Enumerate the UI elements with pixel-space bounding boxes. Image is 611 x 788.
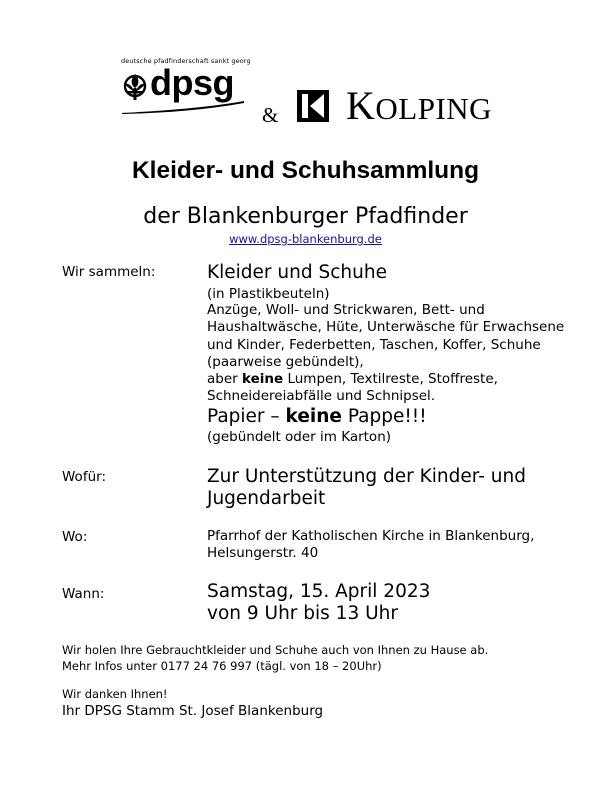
dpsg-swoosh [120,100,245,114]
paper-rest: Pappe!!! [341,406,427,427]
kolping-first-letter: K [346,83,376,128]
kolping-k-icon [297,90,329,122]
collect-note: (in Plastikbeuteln) [207,286,330,302]
footer-thanks: Wir danken Ihnen! [62,687,168,701]
collect-items-text: Anzüge, Woll- und Strickwaren, Bett- und Haushaltwäsche, Hüte, Unterwäsche für Erwachsene und Kinder, Federbetten, Taschen, Koffer, Schuhe (paarweise gebündelt), [207,302,565,370]
location-text: Pfarrhof der Katholischen Kirche in Blankenburg, Helsungerstr. 40 [207,528,535,562]
dpsg-logo-text: dpsg [150,62,234,103]
footer-info [62,642,582,674]
kolping-rest-letters: OLPING [375,91,493,126]
paper-prefix: Papier – [207,406,286,427]
collect-except-keyword: keine [242,371,284,388]
paper-line [207,406,427,428]
paper-note: (gebündelt oder im Karton) [207,429,392,445]
time-date: Samstag, 15. April 2023 [207,581,431,602]
website-link[interactable]: www.dpsg-blankenburg.de [229,232,382,246]
collect-heading: Kleider und Schuhe [207,262,387,283]
page-subtitle: der Blankenburger Pfadfinder [143,204,468,229]
collect-label: Wir sammeln: [62,264,156,280]
footer-pickup: Wir holen Ihre Gebrauchtkleider und Schuhe auch von Ihnen zu Hause ab. [62,643,489,657]
collect-except-rest: Lumpen, Textilreste, Stoffreste, Schneidereiabfälle und Schnipsel. [207,371,498,405]
time-block [207,581,577,625]
footer-contact: Mehr Infos unter 0177 24 76 997 (tägl. von 18 – 20Uhr) [62,659,382,673]
purpose-text: Zur Unterstützung der Kinder- und Jugendarbeit [207,466,526,509]
ampersand: & [262,103,279,127]
time-hours: von 9 Uhr bis 13 Uhr [207,603,398,624]
kolping-logo-text [346,83,493,129]
purpose-label: Wofür: [62,469,106,485]
collect-except-prefix: aber [207,371,242,388]
page-title: Kleider- und Schuhsammlung [131,157,480,184]
collect-items [207,302,567,406]
dpsg-tagline: deutsche pfadfinderschaft sankt georg [121,57,251,65]
time-label: Wann: [62,586,105,602]
paper-keyword: keine [285,406,342,427]
footer-signature: Ihr DPSG Stamm St. Josef Blankenburg [62,703,324,719]
location-label: Wo: [62,529,88,545]
dpsg-lily-icon [121,72,149,102]
